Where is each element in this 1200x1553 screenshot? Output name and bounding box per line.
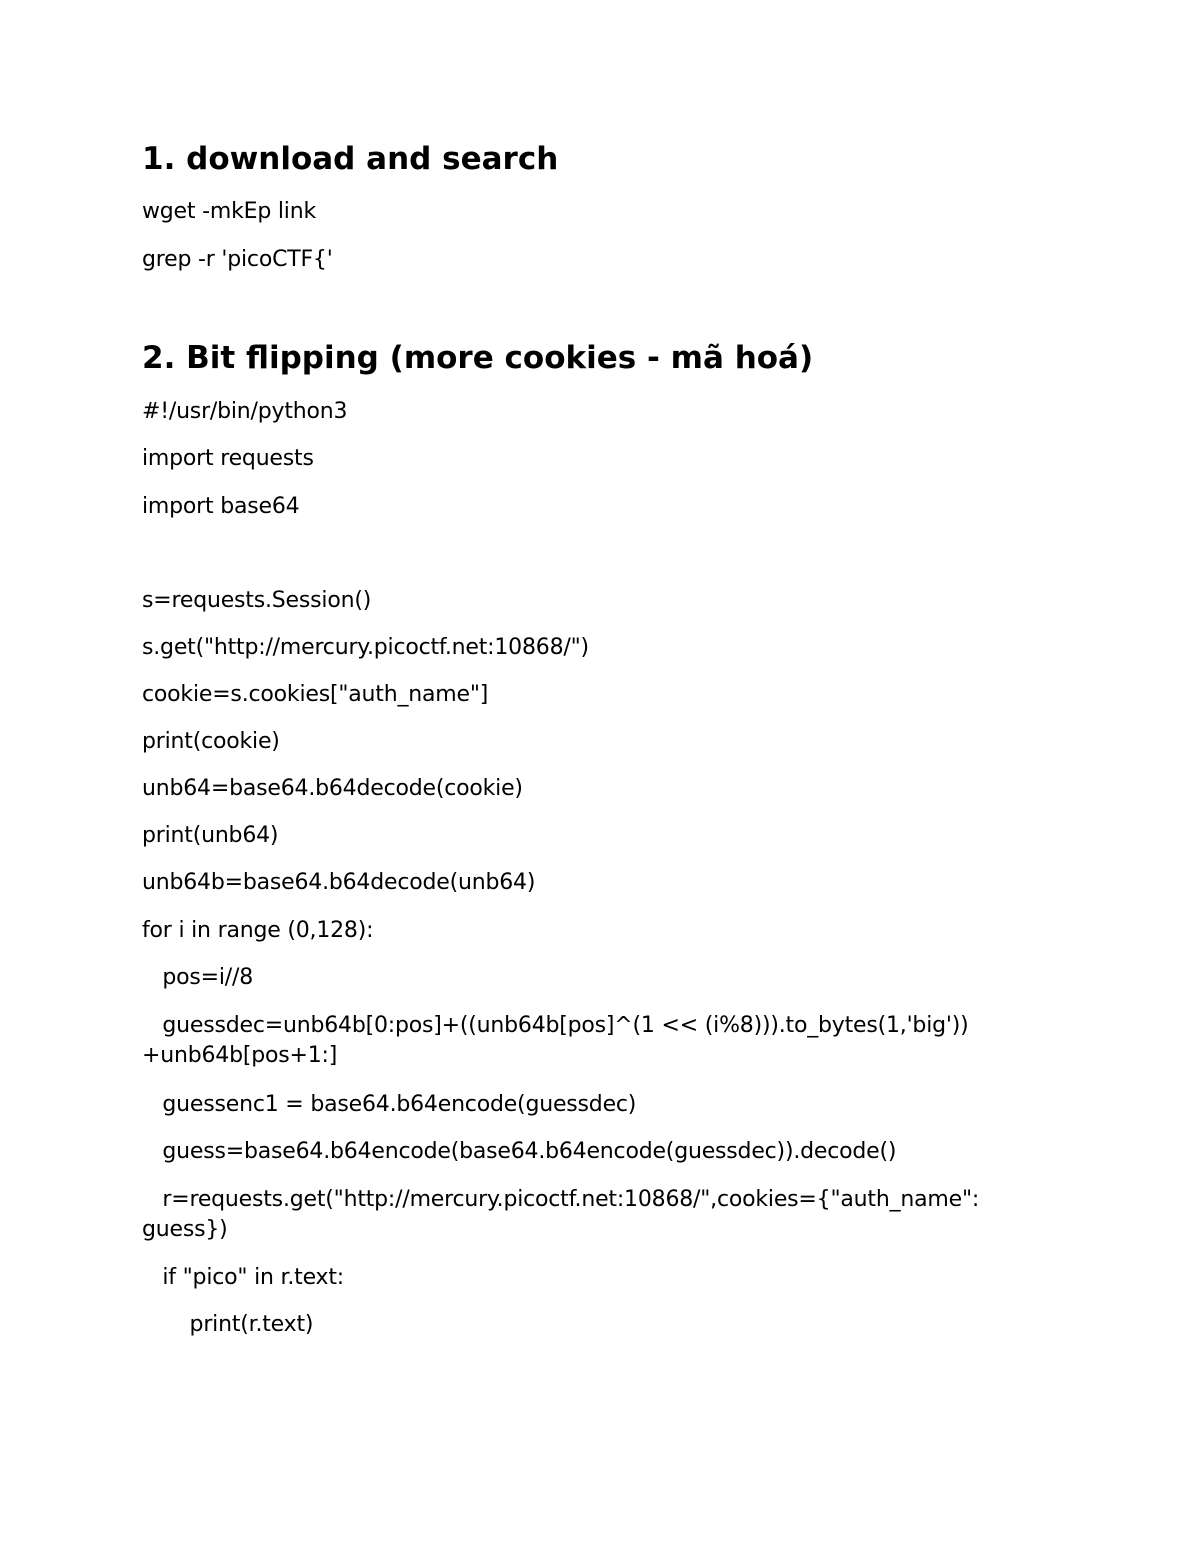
- code-line: pos=i//8: [142, 965, 254, 990]
- code-line: cookie=s.cookies["auth_name"]: [142, 682, 489, 707]
- command-line-wget: wget -mkEp link: [142, 199, 316, 224]
- code-line: #!/usr/bin/python3: [142, 399, 348, 424]
- code-line: unb64=base64.b64decode(cookie): [142, 776, 523, 801]
- code-line: if "pico" in r.text:: [142, 1265, 344, 1290]
- code-line: print(r.text): [142, 1312, 314, 1337]
- section-heading-download: 1. download and search: [142, 141, 559, 177]
- code-line: import requests: [142, 446, 314, 471]
- code-line: guess=base64.b64encode(base64.b64encode(guessdec)).decode(): [142, 1139, 897, 1164]
- section-heading-bit-flipping: 2. Bit flipping (more cookies - mã hoá): [142, 340, 814, 376]
- code-line: guessenc1 = base64.b64encode(guessdec): [142, 1092, 637, 1117]
- code-line: print(unb64): [142, 823, 279, 848]
- code-line: s.get("http://mercury.picoctf.net:10868/"): [142, 635, 589, 660]
- code-line-wrapped: r=requests.get("http://mercury.picoctf.net:10868/",cookies={"auth_name": guess}): [142, 1187, 980, 1242]
- code-line: for i in range (0,128):: [142, 918, 374, 943]
- code-line: import base64: [142, 494, 300, 519]
- code-line: s=requests.Session(): [142, 588, 372, 613]
- code-line: unb64b=base64.b64decode(unb64): [142, 870, 536, 895]
- command-line-grep: grep -r 'picoCTF{': [142, 247, 333, 272]
- code-line: print(cookie): [142, 729, 280, 754]
- code-line-wrapped: guessdec=unb64b[0:pos]+((unb64b[pos]^(1 << (i%8))).to_bytes(1,'big')) +unb64b[pos+1:]: [142, 1013, 969, 1068]
